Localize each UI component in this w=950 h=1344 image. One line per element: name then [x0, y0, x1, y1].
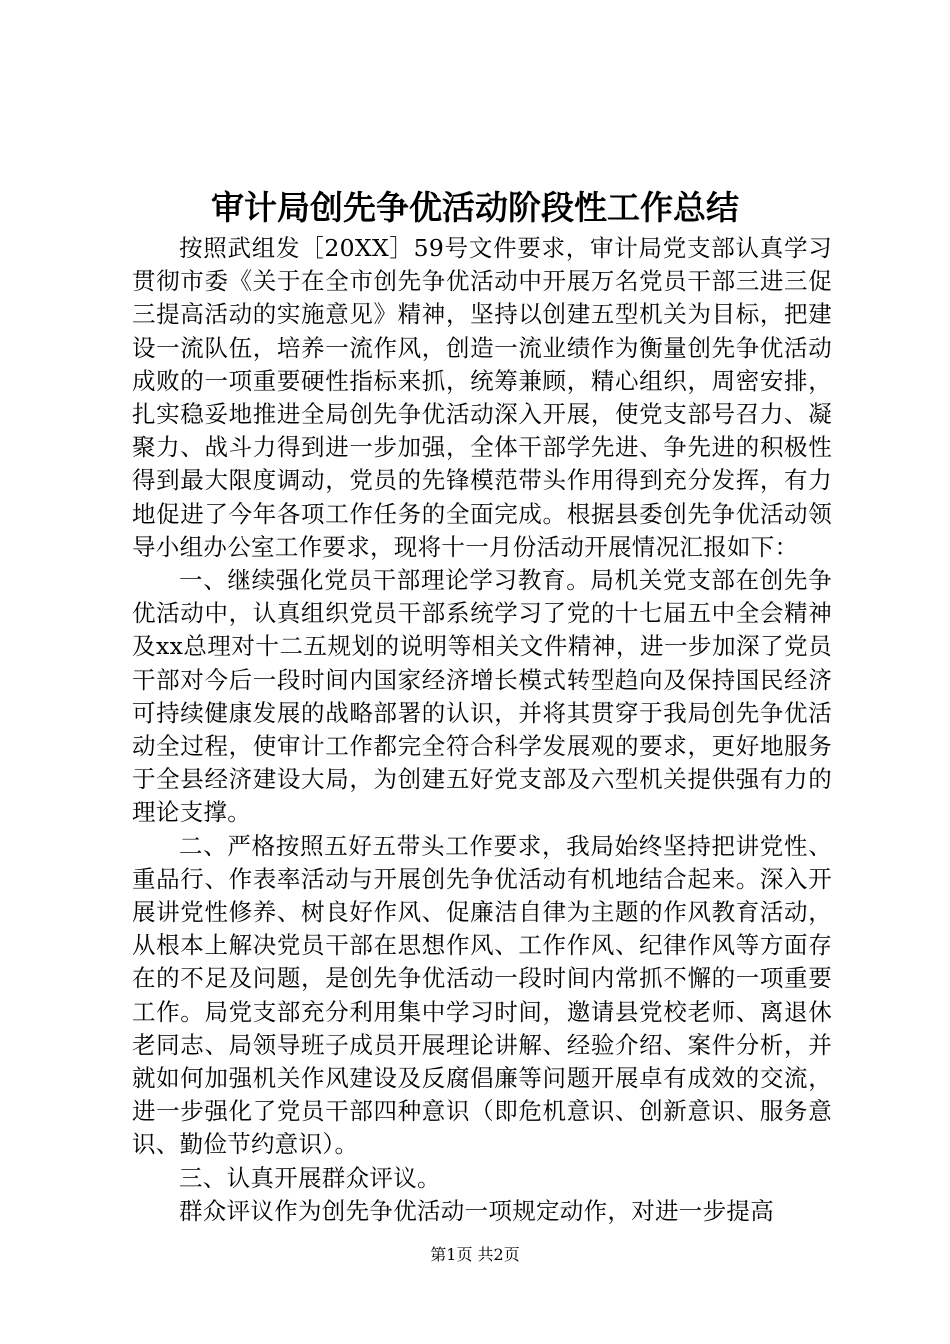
- paragraph-section-3-heading: 三、认真开展群众评议。: [179, 1163, 441, 1192]
- paragraph-section-2: 二、严格按照五好五带头工作要求，我局始终坚持把讲党性、重品行、作表率活动与开展创先争优活动有机地结合起来。深入开展讲党性修养、树良好作风、促廉洁自律为主题的作风教育活动，从根本上解决党员干部在思想作风、工作作风、纪律作风等方面存在的不足及问题，是创先争优活动一段时间内常抓不懈的一项重要工作。局党支部充分利用集中学习时间，邀请县党校老师、离退休老同志、局领导班子成员开展理论讲解、经验介绍、案件分析，并就如何加强机关作风建设及反腐倡廉等问题开展卓有成效的交流，进一步强化了党员干部四种意识（即危机意识、创新意识、服务意识、勤俭节约意识）。: [132, 831, 832, 1159]
- page-number-footer: 第1页 共2页: [430, 1245, 520, 1264]
- paragraph-intro: 按照武组发［20XX］59号文件要求，审计局党支部认真学习贯彻市委《关于在全市创先争优活动中开展万名党员干部三进三促三提高活动的实施意见》精神，坚持以创建五型机关为目标，把建设一流队伍，培养一流作风，创造一流业绩作为衡量创先争优活动成败的一项重要硬性指标来抓，统筹兼顾，精心组织，周密安排，扎实稳妥地推进全局创先争优活动深入开展，使党支部号召力、凝聚力、战斗力得到进一步加强，全体干部学先进、争先进的积极性得到最大限度调动，党员的先锋模范带头作用得到充分发挥，有力地促进了今年各项工作任务的全面完成。根据县委创先争优活动领导小组办公室工作要求，现将十一月份活动开展情况汇报如下：: [132, 234, 832, 561]
- document-title: 审计局创先争优活动阶段性工作总结: [211, 188, 739, 227]
- document-body: [132, 232, 832, 1228]
- paragraph-section-1: 一、继续强化党员干部理论学习教育。局机关党支部在创先争优活动中，认真组织党员干部系统学习了党的十七届五中全会精神及xx总理对十二五规划的说明等相关文件精神，进一步加深了党员干部对今后一段时间内国家经济增长模式转型趋向及保持国民经济可持续健康发展的战略部署的认识，并将其贯穿于我局创先争优活动全过程，使审计工作都完全符合科学发展观的要求，更好地服务于全县经济建设大局，为创建五好党支部及六型机关提供强有力的理论支撑。: [132, 566, 832, 827]
- paragraph-section-3-body: 群众评议作为创先争优活动一项规定动作，对进一步提高: [179, 1196, 774, 1225]
